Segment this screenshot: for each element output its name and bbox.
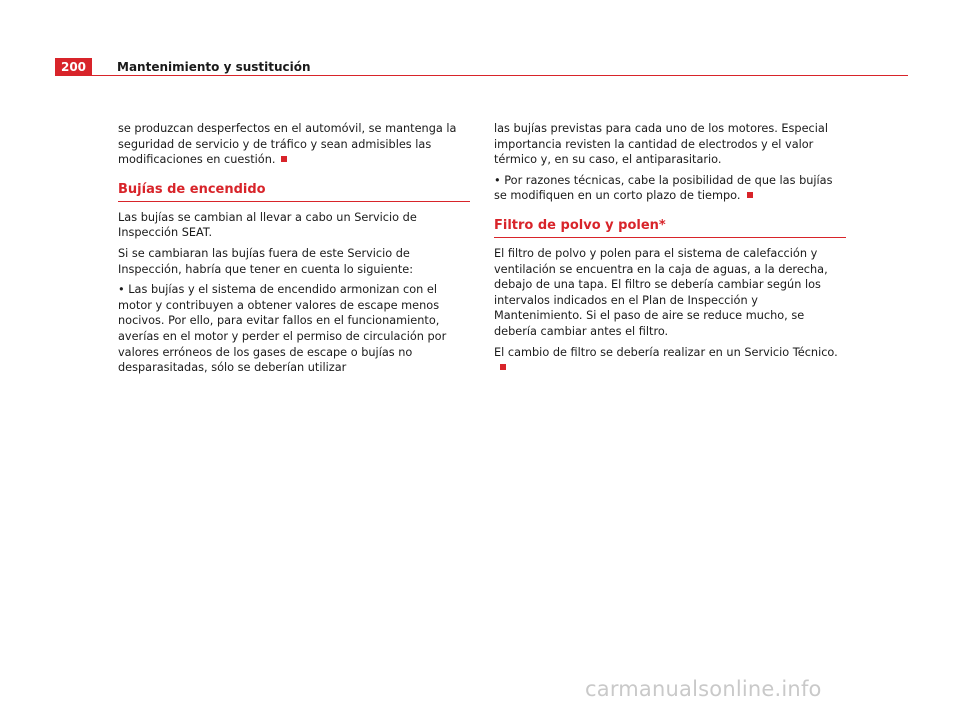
bullet-text: • Por razones técnicas, cabe la posibilidad de que las bujías se modifiquen en un corto plazo de tiempo.: [494, 173, 833, 203]
chapter-title: Mantenimiento y sustitución: [117, 60, 311, 74]
section-heading-bujias: Bujías de encendido: [118, 182, 470, 202]
site-watermark: carmanualsonline.info: [585, 677, 822, 701]
section-heading-filtro: Filtro de polvo y polen*: [494, 218, 846, 238]
end-mark-icon: [281, 156, 287, 162]
paragraph: Las bujías se cambian al llevar a cabo un Servicio de Inspección SEAT.: [118, 210, 417, 240]
end-mark-icon: [747, 192, 753, 198]
continuation-paragraph: las bujías previstas para cada uno de los motores. Especial importancia revisten la cantidad de electrodos y el valor térmico y, en su caso, el antiparasitario.: [494, 122, 828, 167]
page-number: 200: [55, 58, 92, 76]
intro-text: se produzcan desperfectos en el automóvil, se mantenga la seguridad de servicio y de tráfico y sean admisibles las modificaciones en cuestión.: [118, 122, 457, 167]
paragraph: Si se cambiaran las bujías fuera de este Servicio de Inspección, habría que tener en cuenta lo siguiente:: [118, 246, 414, 276]
bullet-paragraph: • Las bujías y el sistema de encendido armonizan con el motor y contribuyen a obtener valores de escape menos nocivos. Por ello, para evitar fallos en el funcionamiento, averías en el motor y perder el permiso de circulación por valores erróneos de los gases de escape o bujías no desparasitadas, sólo se deberían utilizar: [118, 283, 447, 375]
header-rule: [92, 75, 908, 76]
paragraph-text: El cambio de filtro se debería realizar en un Servicio Técnico.: [494, 345, 838, 359]
bullet-paragraph: [494, 173, 846, 204]
paragraph: El filtro de polvo y polen para el sistema de calefacción y ventilación se encuentra en la caja de aguas, a la derecha, debajo de una tapa. El filtro se debería cambiar según los intervalos indicados en el Plan de Inspección y Mantenimiento. Si el paso de aire se reduce mucho, se debería cambiar antes el filtro.: [494, 246, 828, 338]
paragraph: [494, 345, 846, 376]
page-header: [0, 0, 960, 80]
right-column: [494, 121, 846, 381]
end-mark-icon: [500, 364, 506, 370]
intro-paragraph: [118, 121, 470, 168]
left-column: [118, 121, 470, 381]
